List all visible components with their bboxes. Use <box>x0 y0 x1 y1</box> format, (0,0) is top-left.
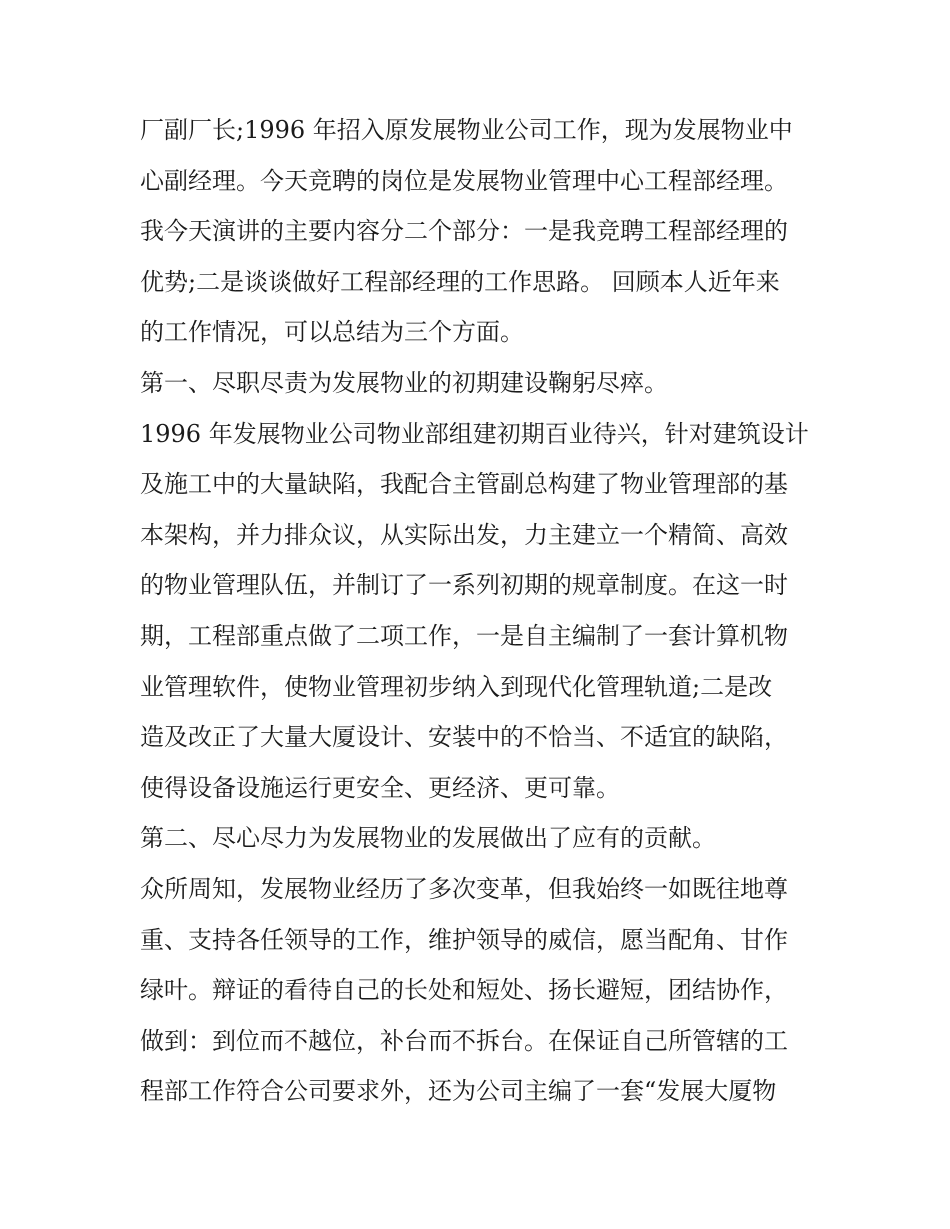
text-line: 本架构，并力排众议，从实际出发，力主建立一个精简、高效 <box>140 520 788 549</box>
text-line: 的物业管理队伍，并制订了一系列初期的规章制度。在这一时 <box>140 571 788 600</box>
text-line: 做到：到位而不越位，补台而不拆台。在保证自己所管辖的工 <box>140 1026 788 1055</box>
body-text <box>140 105 820 1117</box>
section-heading: 第一、尽职尽责为发展物业的初期建设鞠躬尽瘁。 <box>140 368 668 397</box>
text-line: 心副经理。今天竞聘的岗位是发展物业管理中心工程部经理。 <box>140 166 788 195</box>
text-line: 期，工程部重点做了二项工作，一是自主编制了一套计算机物 <box>140 621 788 650</box>
text-line: 我今天演讲的主要内容分二个部分：一是我竞聘工程部经理的 <box>140 217 788 246</box>
text-line: 优势;二是谈谈做好工程部经理的工作思路。 回顾本人近年来 <box>140 267 780 296</box>
section-heading: 第二、尽心尽力为发展物业的发展做出了应有的贡献。 <box>140 824 716 853</box>
text-line: 及施工中的大量缺陷，我配合主管副总构建了物业管理部的基 <box>140 470 788 499</box>
text-line: 1996 年发展物业公司物业部组建初期百业待兴，针对建筑设计 <box>140 419 809 448</box>
text-line: 重、支持各任领导的工作，维护领导的威信，愿当配角、甘作 <box>140 925 788 954</box>
text-line: 程部工作符合公司要求外，还为公司主编了一套“发展大厦物 <box>140 1077 777 1106</box>
text-line: 的工作情况，可以总结为三个方面。 <box>140 318 524 347</box>
text-line: 绿叶。辩证的看待自己的长处和短处、扬长避短，团结协作， <box>140 976 788 1005</box>
text-line: 众所周知，发展物业经历了多次变革，但我始终一如既往地尊 <box>140 874 788 903</box>
text-line: 业管理软件，使物业管理初步纳入到现代化管理轨道;二是改 <box>140 672 773 701</box>
text-line: 造及改正了大量大厦设计、安装中的不恰当、不适宜的缺陷， <box>140 723 788 752</box>
text-line: 厂副厂长;1996 年招入原发展物业公司工作，现为发展物业中 <box>140 116 793 144</box>
text-line: 使得设备设施运行更安全、更经济、更可靠。 <box>140 773 620 802</box>
